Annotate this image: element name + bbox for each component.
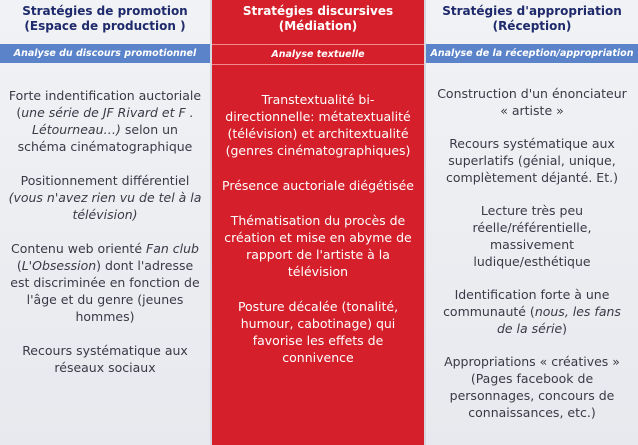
italic-text: nous, les fans de la série	[496, 304, 621, 336]
list-item	[220, 177, 416, 194]
column-subtitle: Analyse du discours promotionnel	[0, 44, 210, 63]
column-body	[426, 63, 638, 421]
italic-text: Fan club	[146, 241, 199, 256]
item-text: Transtextualité bi-directionnelle: métatextualité (télévision) et architextualité (genres cinématographiques)	[225, 92, 411, 158]
list-item	[8, 240, 202, 325]
item-text: ) dont l'adresse est discriminée en fonction de l'âge et du genre (jeunes hommes)	[10, 258, 200, 324]
list-item	[434, 85, 630, 119]
column-subtitle: Analyse de la réception/appropriation	[426, 44, 638, 63]
column-title-paren: (Réception)	[492, 19, 572, 33]
column-title-paren: (Médiation)	[278, 19, 358, 33]
list-item	[434, 135, 630, 186]
item-text: Posture décalée (tonalité, humour, cabotinage) qui favorise les effets de connivence	[237, 299, 399, 365]
item-text: Lecture très peu réelle/référentielle, massivement ludique/esthétique	[472, 203, 592, 269]
item-text: Présence auctoriale diégétisée	[222, 178, 414, 193]
item-text: Thématisation du procès de création et mise en abyme de rapport de l'artiste à la télévision	[224, 213, 412, 279]
column-discursive	[212, 0, 424, 445]
item-text: )	[562, 321, 568, 336]
italic-text: (vous n'avez rien vu de tel à la télévision)	[8, 190, 202, 222]
list-item	[8, 172, 202, 223]
list-item	[220, 212, 416, 280]
list-item	[434, 353, 630, 421]
item-text: Recours systématique aux réseaux sociaux	[22, 343, 188, 375]
item-text: Recours systématique aux superlatifs (génial, unique, complètement déjanté. Et.)	[446, 136, 618, 185]
column-title: Stratégies de promotion	[22, 4, 188, 18]
column-header	[0, 0, 210, 44]
item-text: Forte indentification auctoriale (	[8, 88, 202, 120]
column-title-paren: (Espace de production )	[24, 19, 186, 33]
column-header	[212, 0, 424, 44]
item-text: Appropriations « créatives » (Pages facebook de personnages, concours de connaissances, etc.)	[444, 354, 620, 420]
list-item	[8, 342, 202, 376]
item-text: Positionnement différentiel	[20, 173, 190, 188]
column-promotion	[0, 0, 210, 445]
item-text: Identification forte à une communauté (	[443, 287, 610, 319]
column-appropriation	[426, 0, 638, 445]
column-subtitle: Analyse textuelle	[212, 44, 424, 65]
list-item	[220, 298, 416, 366]
item-text: selon un schéma cinématographique	[17, 122, 193, 154]
item-text: Contenu web orienté	[11, 241, 146, 256]
list-item	[220, 91, 416, 159]
item-text: (	[16, 258, 22, 273]
list-item	[434, 286, 630, 337]
column-title: Stratégies d'appropriation	[442, 4, 622, 18]
list-item	[8, 87, 202, 155]
item-text: Construction d'un énonciateur « artiste »	[437, 86, 627, 118]
column-header	[426, 0, 638, 44]
column-title: Stratégies discursives	[242, 4, 394, 18]
list-item	[434, 202, 630, 270]
column-body	[212, 65, 424, 366]
italic-text: L'Obsession	[21, 258, 97, 273]
column-body	[0, 63, 210, 376]
italic-text: une série de JF Rivard et F . Létourneau…)	[21, 105, 194, 137]
